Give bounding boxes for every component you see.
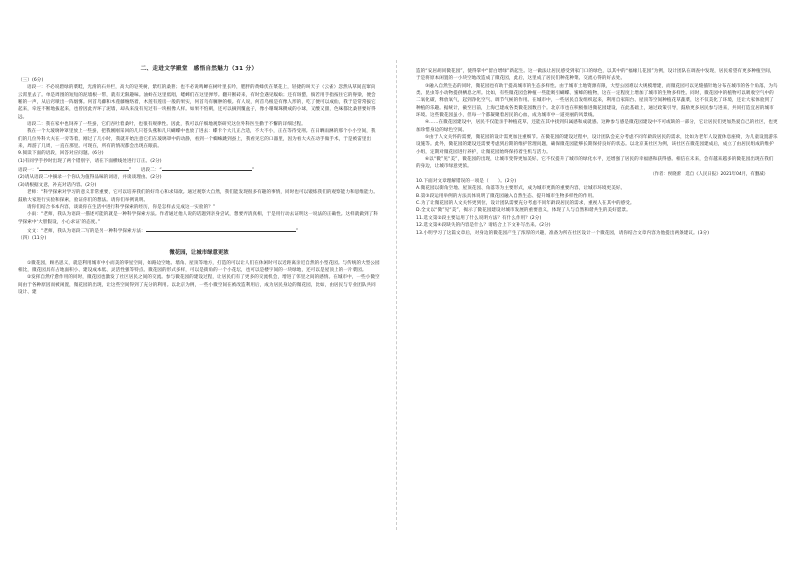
question-9: 9.阅读下面的语段，回答对应问题。(6分) [18,151,104,157]
passage-paragraph: 语段一：不必说碧绿的菜畦，光滑的石井栏，高大的皂荚树，紫红的桑葚；也不必说鸣蝉在树叶里长吟，肥胖的黄蜂伏在菜花上，轻捷的叫天子（云雀）忽然从草间直窜向云霄里去了。单是周围的短短的泥墙根一带，就有无限趣味。油蛉在这里低唱，蟋蟀们在这里弹琴。翻开断砖来，有时会遇见蜈蚣；还有斑蝥，倘若用手指按住它的脊梁，便会啪的一声，从后窍喷出一阵烟雾。何首乌藤和木莲藤缠络着，木莲有莲房一般的果实，何首乌有臃肿的根。有人说，何首乌根是有像人形的，吃了便可以成仙，我于是常常拔它起来，牵连不断地拔起来，也曾因此弄坏了泥墙，却从来没有见过有一块根像人样。如果不怕刺，还可以摘到覆盆子，像小珊瑚珠攒成的小球，又酸又甜，色味都比桑葚要好得远。 [18,85,376,120]
answer-blank[interactable] [39,165,129,171]
dialogue-teacher: 老师：“科学探索对学习的意义非常重要，它可以培养我们的好奇心和求知欲。通过观察大自然，我们能发现很多有趣的事情，同时也可以锻炼我们的观察能力和思维能力。鼓励大家进行实验和探索，验证你们的想法。请你们举例说明。 [18,190,378,203]
question-9-1-answer-line [18,165,380,174]
article-paragraph: ⑥以“微”见“美”，微花园的出现，让城市变得更加美好。它不仅提升了城市的绿化水平，还增强了居民的幸福感和获得感。相信在未来，会有越来越多的微花园出现在我们的身边，让城市绿意更浓。 [416,157,774,170]
left-column [18,64,380,296]
question-13: 13.小明学习了这篇文章后，对身边的微花园产生了浓厚的兴趣，准备为所在社区设计一个微花园，请你结合文章内容为他提出两条建议。(3分) [416,230,710,236]
question-10-option-c[interactable]: C.为了让微花园的人文关怀更到位，设计团队需要充分考虑不同年龄段居民的需求，重视人在其中的感受。 [416,201,635,207]
article-title: 微花园，让城市绿意更浓 [169,249,229,256]
article-paragraph: 造的“安居胡同微花园”，使得掌中“留白增绿”新起生。这一做法让居民感受到家门口的绿色，以其中的“福缘儿花园”为例，设计团队在调查中发现，居民希望有更多种植空间，于是将原本闲置的一小块空地改造成了微花园，此后，这里成了居民们种花种菜、交流心得的好去处。 [416,69,775,82]
dialogue-wenwen [18,226,380,235]
answer-blank[interactable] [162,165,255,174]
wenwen-text-end: ” [295,228,299,234]
question-10-option-b[interactable]: B.第③段运用举例的方法具体说明了微花园融入自然生态、提升城市生物多样性的作用。 [416,193,597,199]
question-10-option-d[interactable]: D.全文以“微”见“美”，揭示了微花园建设对城市发展的重要意义，体现了人与自然和谐共生的美好愿景。 [416,208,631,214]
article-source: （作者：侯晓蕾 选自《人民日报》2021年04月，有删减） [650,171,768,177]
part3-label: （三）(6分) [18,78,44,83]
section-heading: 二、走进文学殿堂 感悟自然魅力（31 分） [140,66,258,72]
passage-paragraph: 我在一个大玻璃钟罩里放上一些蚕，把我刚刚采回的几只苍头燕和几只蝴蝶中也放了进去：蝶卡个大儿正合适，不大不小，正在等待受刑。在日晒雨淋的那个小小空间，我们的几位外科大夫在一旁等着，刚过了几小时，我就开始注意它们在玻璃罩中的动静，看到一个蜘蛛跳到蚕上，我看见它的口器里，因为看大夫在动手做手术，于是被雷里出来，周游了几周，一直在那里。可现在，所有的情况都会出现在眼前。 [18,129,376,150]
question-9-1: (1)有同学手抄时出现了两个错别字，请在下面横线处进行订正。(2分) [18,158,162,164]
article-paragraph: ③融入自然生态的同时，微花园也有助于提高城市的生态多样性。由于城市土地资源有限，大型公园难以大规模增建，而微花园可以见缝插针地分布在城市的各个角落，为鸟类、昆虫等小动物提供栖息之所。比如，有些微花园会种植一些能吸引蝴蝶、蜜蜂的植物，这在一定程度上增加了城市的生物多样性。同时，微花园中的植物可以吸收空气中的二氧化碳，释放氧气，起到净化空气、调节气候的作用。在城市中，一些居民自发组织起来，利用自家阳台、屋顶等空间种植花草蔬菜，这不仅美化了环境，还让大家体验到了种植的乐趣。据统计，截至目前，上海已建成各类微花园数百个。北京市也在积极推进微花园建设，在此基础上，通过政策引导，鼓励更多居民参与进来，共同打造宜居的城市环境。这些微花园虽小，但每一个都凝聚着居民的心血，成为城市中一道亮丽的风景线。 [416,83,778,119]
article-paragraph: ①微花园，顾名思义，就是利用城市中小而美的零星空间，如路边空地、墙角、屋顶等地方，打造的可以让人们在休闲时可以近距离亲近自然的小型花园。与传统的大型公园相比，微花园具有占地面积小、建设成本低、灵活性强等特点。微花园的形式多样，可以是街角的一个小花坛，也可以是楼宇间的一块绿地，还可以是屋顶上的一片菜园。 [18,260,380,273]
question-9-2: (2)请从语段二中摘录一个你认为值得品味的词语，并谈谈理由。(2分) [18,175,162,181]
dialogue-teacher: 请你们结合书本内容，谈谈你在生活中进行科学探索的经历，你是怎样去完成这一实验的？” [27,204,216,210]
column-divider [396,60,397,530]
article-paragraph: ②发挥自然疗愈作用的同时，微花园也激发了社区居民之间的交流。参与微花园的建设过程，让居民们有了更多的交流机会，增进了邻里之间的感情。在城市中，一些小微空间由于各种原因而被闲置，微花园的出现，让这些空间得到了充分的利用。以北京为例，一些小微空间在被改造利用后，成为居民身边的微花园，比如，由居民与专业团队共同设计、建 [18,275,380,295]
question-11: 11.选文第②段主要运用了什么说明方法？有什么作用？(2分) [416,215,542,221]
question-9-3: (3)请根据文意，补充对话内容。(2分) [18,182,97,188]
question-10: 10.下面对文章理解错误的一项是（ ）。(2分) [416,179,517,185]
part4-label: （四）(11分) [18,236,47,242]
question-12: 12.选文第④段缺失的内容是什么？请结合上下文补写出来。(2分) [416,223,551,229]
answer-label: 语段一：“ [18,168,40,174]
passage-paragraph: 语段二：我在家中也饲养了一些蚕，它们吞吐着桑叶，也很有规律性。因此，我可以仔细地观察研究这位外科医生勤于不懈的详细过程。 [27,122,306,128]
answer-blank[interactable] [146,226,299,234]
article-paragraph: ④……在微花园建设中，居民不仅能亲手种植花草，还能在其中找到归属感和成就感。这种参与感是微花园建设中不可或缺的一部分，它让居民们更加热爱自己的社区，也更加珍惜身边的绿色空间。 [416,120,778,133]
wenwen-text: 文文：“老师，我认为语段二写的是另一种科学探索方法： [27,228,146,234]
answer-label: ” 语段二：“ [129,168,162,174]
article-paragraph: ⑤由于人文关怀的需要，微花园的设计需更加注重细节。在微花园的建设过程中，设计团队会充分考虑不同年龄段居民的需求，比如为老年人设置休息座椅，为儿童设置游乐设施等。此外，微花园的建设还需要考虑到后期的维护管理问题，确保微花园能够长期保持良好的状态。以北京某社区为例，该社区在微花园建成后，成立了由居民组成的维护小组，定期对微花园进行养护，让微花园始终保持着生机与活力。 [416,135,778,155]
right-column [416,68,778,237]
dialogue-xiaoyu: 小雨：“老师，我认为语段一描述可能的就是一种科学探索方法。作者通过他人说的话题到亲身尝试，想要弄清真相，于是用行动去证明这一说法的正确性。这样就做到了科学探索中‘大胆假设，小心求证’的态度。” [18,212,378,225]
answer-label: ” [251,168,255,174]
question-10-option-a[interactable]: A.微花园以街角空地、屋顶花园、角落等为主要形式，成为城市更新的重要内容，让城市环境更美好。 [416,186,626,192]
